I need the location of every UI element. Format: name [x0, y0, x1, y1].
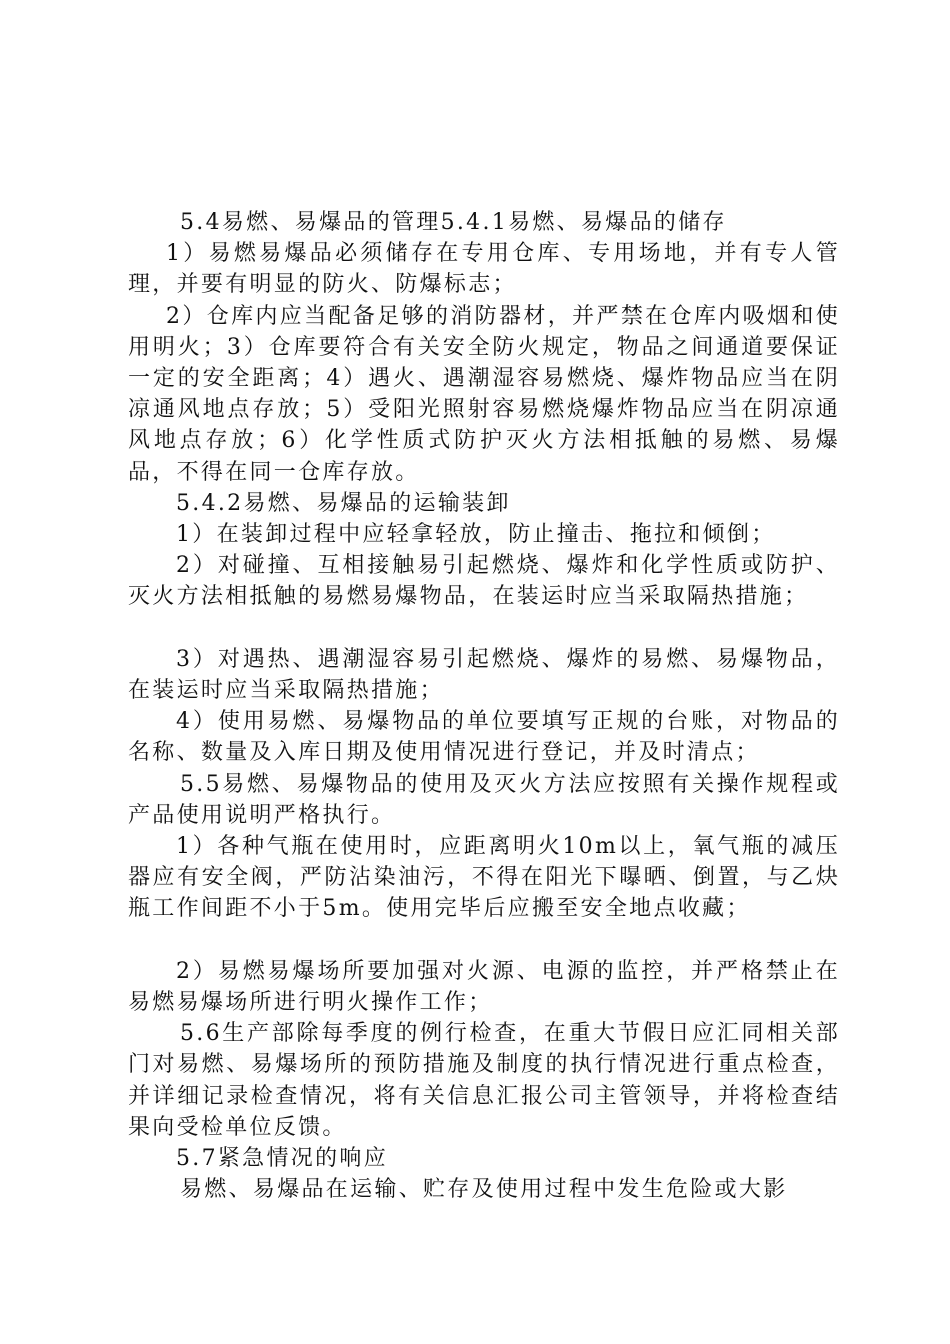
paragraph-storage-1: 1）易燃易爆品必须储存在专用仓库、专用场地，并有专人管理，并要有明显的防火、防爆标志；	[128, 241, 840, 298]
section-heading-5-6: 5.6生产部除每季度的例行检查，在重大节假日应汇同相关部门对易燃、易爆场所的预防措施及制度的执行情况进行重点检查，并详细记录检查情况，将有关信息汇报公司主管领导，并将检查结果向受检单位反馈。	[128, 1021, 840, 1140]
section-heading-5-4: 5.4易燃、易爆品的管理5.4.1易燃、易爆品的储存	[180, 210, 727, 235]
paragraph-transport-1: 1）在装卸过程中应轻拿轻放，防止撞击、拖拉和倾倒；	[176, 522, 776, 548]
spacer	[128, 613, 840, 644]
paragraph-transport-2: 2）对碰撞、互相接触易引起燃烧、爆炸和化学性质或防护、灭火方法相抵触的易燃易爆物品，在装运时应当采取隔热措施；	[128, 553, 840, 610]
paragraph-usage-2: 2）易燃易爆场所要加强对火源、电源的监控，并严格禁止在易燃易爆场所进行明火操作工作；	[128, 958, 840, 1016]
document-body	[128, 207, 840, 1205]
paragraph-transport-4: 4）使用易燃、易爆物品的单位要填写正规的台账，对物品的名称、数量及入库日期及使用情况进行登记，并及时清点；	[128, 709, 840, 766]
paragraph-emergency-1: 易燃、易爆品在运输、贮存及使用过程中发生危险或大影	[180, 1177, 788, 1203]
paragraph-transport-3: 3）对遇热、遇潮湿容易引起燃烧、爆炸的易燃、易爆物品，在装运时应当采取隔热措施；	[128, 646, 840, 704]
paragraph-storage-2: 2）仓库内应当配备足够的消防器材，并严禁在仓库内吸烟和使用明火；3）仓库要符合有关安全防火规定，物品之间通道要保证一定的安全距离；4）遇火、遇潮湿容易燃烧、爆炸物品应当在阴凉通风地点存放；5）受阳光照射容易燃烧爆炸物品应当在阴凉通风地点存放；6）化学性质式防护灭火方法相抵触的易燃、易爆品，不得在同一仓库存放。	[128, 303, 840, 485]
section-heading-5-7: 5.7紧急情况的响应	[176, 1146, 388, 1172]
spacer	[128, 925, 840, 956]
section-heading-5-5: 5.5易燃、易爆物品的使用及灭火方法应按照有关操作规程或产品使用说明严格执行。	[128, 771, 840, 828]
section-heading-5-4-2: 5.4.2易燃、易爆品的运输装卸	[176, 490, 511, 516]
paragraph-usage-1: 1）各种气瓶在使用时，应距离明火10m以上，氧气瓶的减压器应有安全阀，严防沾染油污，不得在阳光下曝晒、倒置，与乙炔瓶工作间距不小于5m。使用完毕后应搬至安全地点收藏；	[128, 834, 840, 922]
